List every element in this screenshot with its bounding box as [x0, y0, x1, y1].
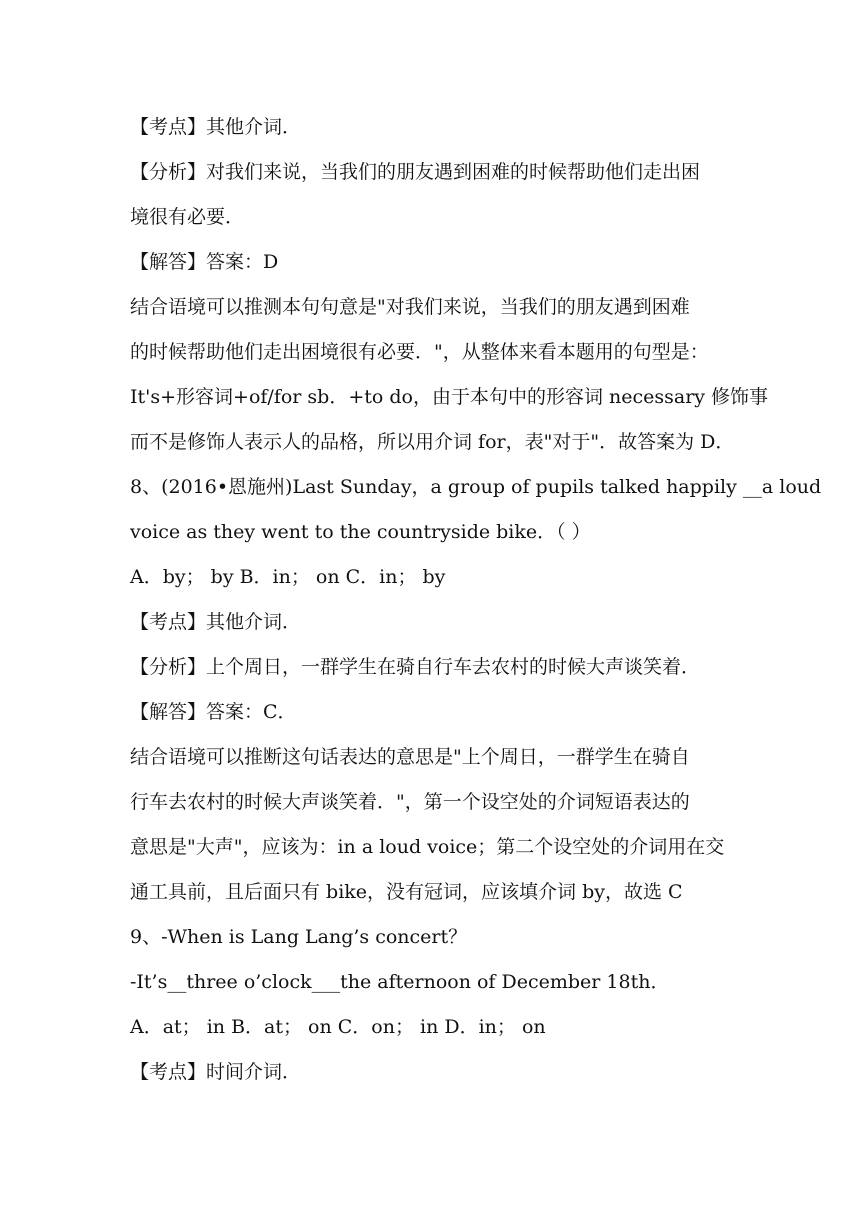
- text-line: 境很有必要．: [130, 206, 245, 228]
- text-line: -It’s__three o’clock___the afternoon of December 18th．: [130, 971, 670, 993]
- text-line: 意思是"大声"，应该为：in a loud voice；第二个设空处的介词用在交: [130, 836, 725, 858]
- text-line: 9、-When is Lang Lang’s concert？: [130, 926, 468, 948]
- text-line: 【解答】答案：C．: [130, 701, 297, 723]
- text-line: 【分析】对我们来说，当我们的朋友遇到困难的时候帮助他们走出困: [130, 161, 701, 183]
- text-line: 【考点】时间介词．: [130, 1061, 302, 1083]
- text-line: A．by； by B．in； on C．in； by: [130, 566, 446, 588]
- text-line: 而不是修饰人表示人的品格，所以用介词 for，表"对于"．故答案为 D．: [130, 431, 735, 453]
- text-line: 8、(2016•恩施州)Last Sunday，a group of pupils talked happily __a loud: [130, 476, 822, 498]
- text-line: It's+形容词+of/for sb．+to do，由于本句中的形容词 necessary 修饰事: [130, 386, 769, 408]
- text-line: voice as they went to the countryside bike．（ ）: [130, 521, 591, 543]
- text-line: 【考点】其他介词．: [130, 611, 302, 633]
- text-line: 【分析】上个周日，一群学生在骑自行车去农村的时候大声谈笑着．: [130, 656, 701, 678]
- text-line: 【解答】答案：D: [130, 251, 279, 273]
- text-line: 的时候帮助他们走出困境很有必要．"，从整体来看本题用的句型是：: [130, 341, 709, 363]
- text-line: A．at； in B．at； on C．on； in D．in； on: [130, 1016, 546, 1038]
- text-line: 通工具前，且后面只有 bike，没有冠词，应该填介词 by，故选 C: [130, 881, 683, 903]
- text-line: 行车去农村的时候大声谈笑着．"，第一个设空处的介词短语表达的: [130, 791, 690, 813]
- text-line: 【考点】其他介词．: [130, 116, 302, 138]
- text-line: 结合语境可以推测本句句意是"对我们来说，当我们的朋友遇到困难: [130, 296, 690, 318]
- text-line: 结合语境可以推断这句话表达的意思是"上个周日，一群学生在骑自: [130, 746, 690, 768]
